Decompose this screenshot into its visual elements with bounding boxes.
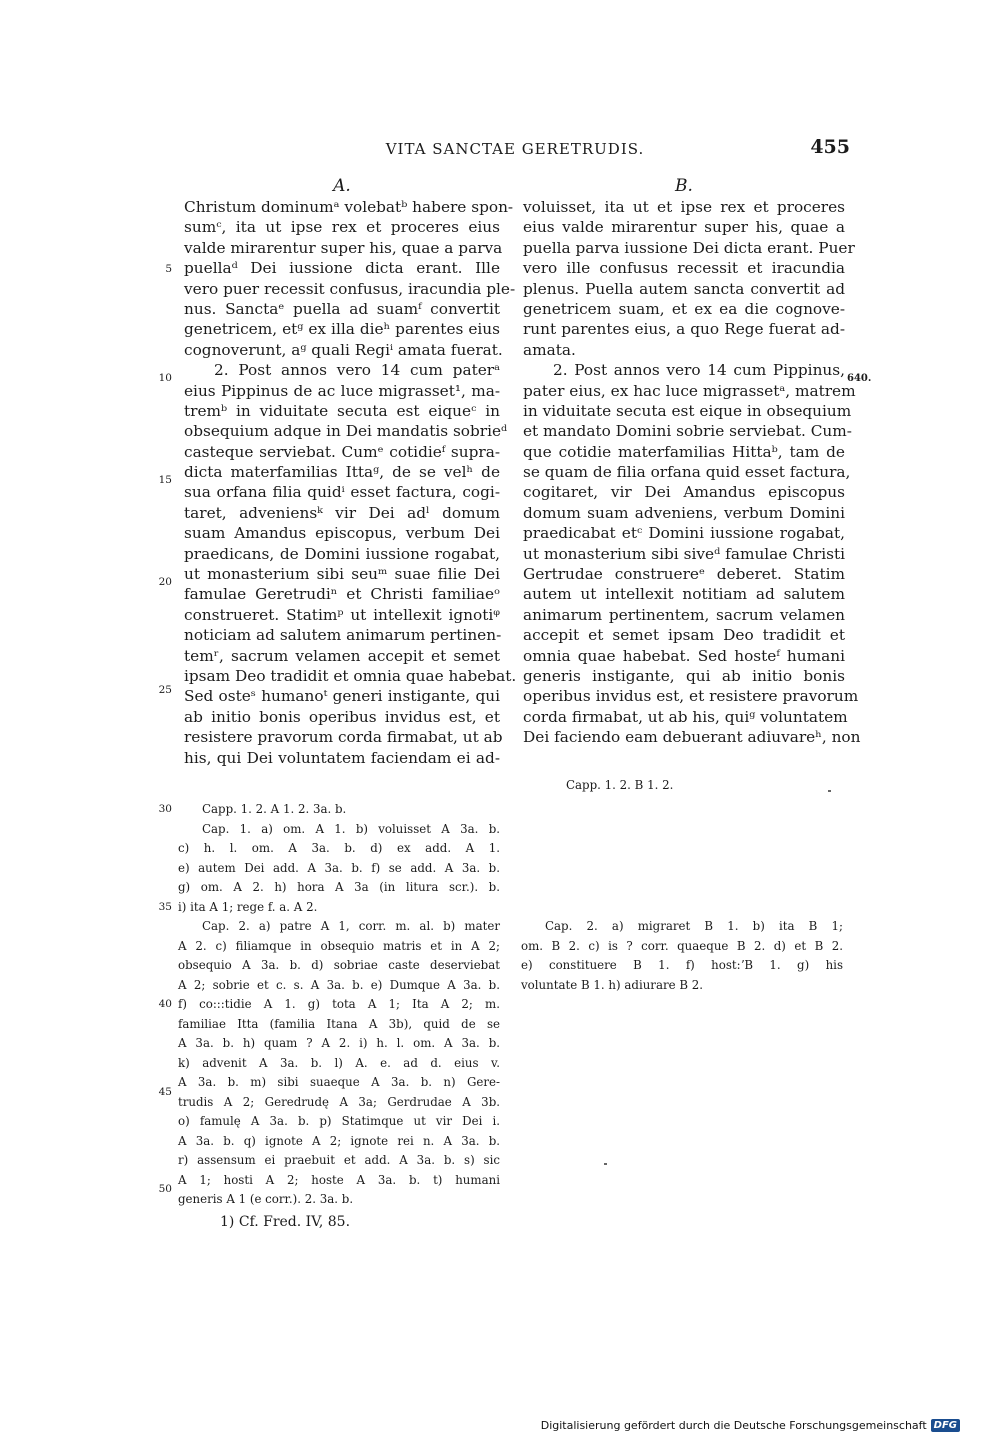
- text-line: f) co:::tidie A 1. g) tota A 1; Ita A 2; m.: [178, 997, 500, 1011]
- text-line: ipsam Deo tradidit et omnia quae habebat.: [184, 666, 517, 685]
- apparatus-b: [521, 917, 843, 995]
- text-line: his, qui Dei voluntatem faciendam ei ad-: [184, 748, 500, 767]
- text-line: 2. Post annos vero 14 cum Pippinus,: [553, 361, 845, 380]
- text-line: genetricem, etᵍ ex illa dieʰ parentes eius: [184, 320, 500, 339]
- text-line: obsequio A 3a. b. d) sobriae caste deserviebat: [178, 958, 500, 972]
- text-line: e) autem Dei add. A 3a. b. f) se add. A 3a. b.: [178, 860, 500, 875]
- text-line: A 3a. b. m) sibi suaeque A 3a. b. n) Gere-: [178, 1075, 500, 1089]
- text-line: famulae Geretrudiⁿ et Christi familiaeᵒ: [184, 585, 500, 604]
- text-line: suam Amandus episcopus, verbum Dei: [184, 524, 500, 543]
- text-line: vero puer recessit confusus, iracundia ple-: [184, 279, 516, 298]
- text-line: se quam de filia orfana quid esset factura,: [523, 463, 851, 482]
- text-line: casteque serviebat. Cumᵉ cotidieᶠ supra-: [184, 442, 500, 461]
- text-line: eius valde mirarentur super his, quae a: [523, 218, 845, 237]
- text-line: operibus invidus est, et resistere pravorum: [523, 687, 859, 706]
- text-line: et mandato Domini sobrie serviebat. Cum-: [523, 422, 852, 441]
- text-line: A 3a. b. q) ignote A 2; ignote rei n. A 3a. b.: [178, 1133, 500, 1148]
- text-line: construeret. Statimᵖ ut intellexit ignotiᵠ: [184, 605, 500, 624]
- running-title: VITA SANCTAE GERETRUDIS.: [385, 140, 645, 158]
- text-line: taret, adveniensᵏ vir Dei adˡ domum: [184, 503, 500, 522]
- text-line: Sed osteˢ humanoᵗ generi instigante, qui: [184, 687, 500, 706]
- text-line: noticiam ad salutem animarum pertinen-: [184, 626, 502, 645]
- text-line: trudis A 2; Geredrudę A 3a; Gerdrudae A 3b.: [178, 1094, 500, 1109]
- text-line: omnia quae habebat. Sed hosteᶠ humani: [523, 646, 845, 665]
- text-line: cogitaret, vir Dei Amandus episcopus: [523, 483, 845, 502]
- text-line: voluisset, ita ut et ipse rex et proceres: [523, 198, 845, 216]
- text-line: generis A 1 (e corr.). 2. 3a. b.: [178, 1192, 354, 1206]
- text-line: r) assensum ei praebuit et add. A 3a. b. s) sic: [178, 1153, 500, 1167]
- text-line: autem ut intellexit notitiam ad salutem: [523, 585, 845, 604]
- text-line: Cap. 2. a) migraret B 1. b) ita B 1;: [545, 919, 843, 933]
- text-line: Christum dominumᵃ volebatᵇ habere spon-: [184, 198, 514, 216]
- text-line: domum suam adveniens, verbum Domini: [523, 503, 845, 522]
- text-line: 2. Post annos vero 14 cum paterᵃ: [214, 361, 500, 380]
- text-line: plenus. Puella autem sancta convertit ad: [523, 279, 845, 298]
- text-line: generis instigante, qui ab initio bonis: [523, 666, 845, 685]
- text-line: Gertrudae construereᵉ deberet. Statim: [523, 565, 845, 584]
- text-line: ut monasterium sibi seuᵐ suae filie Dei: [184, 565, 500, 584]
- text-line: puellaᵈ Dei iussione dicta erant. Ille: [184, 259, 500, 278]
- margin-note: 640.: [847, 373, 872, 384]
- text-line: accepit et semet ipsam Deo tradidit et: [523, 626, 845, 645]
- text-line: tremᵇ in viduitate secuta est eiqueᶜ in: [184, 401, 500, 420]
- text-line: puella parva iussione Dei dicta erant. Puer: [523, 238, 855, 257]
- scan-speck: [604, 1163, 607, 1165]
- text-line: A 2; sobrie et c. s. A 3a. b. e) Dumque A 3a. b.: [178, 977, 500, 992]
- text-line: cognoverunt, aᵍ quali Regiⁱ amata fuerat.: [184, 340, 503, 359]
- text-line: voluntate B 1. h) adiurare B 2.: [521, 977, 704, 992]
- text-line: dicta materfamilias Ittaᵍ, de se velʰ de: [184, 463, 500, 482]
- text-line: sua orfana filia quidⁱ esset factura, cogi-: [184, 483, 500, 502]
- dfg-logo: DFG: [931, 1419, 960, 1432]
- apparatus-b-heading: Capp. 1. 2. B 1. 2.: [566, 778, 674, 792]
- text-line: ab initio bonis operibus invidus est, et: [184, 707, 500, 726]
- line-number: 35: [158, 901, 172, 913]
- text-line: vero ille confusus recessit et iracundia: [523, 259, 845, 278]
- line-number: 50: [158, 1183, 172, 1195]
- text-line: familiae Itta (familia Itana A 3b), quid de se: [178, 1016, 500, 1031]
- scan-speck: [828, 790, 831, 792]
- text-line: Cap. 2. a) patre A 1, corr. m. al. b) mater: [202, 919, 500, 933]
- line-number: 25: [158, 684, 172, 696]
- text-line: resistere pravorum corda firmabat, ut ab: [184, 728, 503, 747]
- text-line: corda firmabat, ut ab his, quiᵍ voluntatem: [523, 707, 848, 726]
- text-line: Dei faciendo eam debuerant adiuvareʰ, non: [523, 728, 861, 747]
- line-number: 45: [158, 1086, 172, 1098]
- text-line: A 2. c) filiamque in obsequio matris et in A 2;: [178, 938, 500, 953]
- line-number: 15: [158, 474, 172, 486]
- text-line: temʳ, sacrum velamen accepit et semet: [184, 646, 500, 665]
- text-line: sumᶜ, ita ut ipse rex et proceres eius: [184, 218, 500, 237]
- text-line: A 3a. b. h) quam ? A 2. i) h. l. om. A 3a. b.: [178, 1036, 500, 1050]
- text-line: ut monasterium sibi siveᵈ famulae Christi: [523, 544, 845, 563]
- column-b-heading: B.: [675, 176, 693, 196]
- text-line: genetricem suam, et ex ea die cognove-: [523, 299, 845, 318]
- text-line: praedicabat etᶜ Domini iussione rogabat,: [523, 524, 845, 543]
- text-line: que cotidie materfamilias Hittaᵇ, tam de: [523, 442, 845, 461]
- digitization-text: Digitalisierung gefördert durch die Deutsche Forschungsgemeinschaft: [540, 1419, 927, 1432]
- page-number: 455: [810, 136, 850, 158]
- text-line: e) constituere B 1. f) host:ʼB 1. g) his: [521, 958, 843, 972]
- text-line: Cap. 1. a) om. A 1. b) voluisset A 3a. b.: [202, 821, 500, 836]
- line-number: 20: [158, 576, 172, 588]
- text-line: o) famulę A 3a. b. p) Statimque ut vir Dei i.: [178, 1114, 500, 1128]
- digitization-credit: [541, 1419, 960, 1432]
- text-line: praedicans, de Domini iussione rogabat,: [184, 544, 500, 563]
- text-line: om. B 2. c) is ? corr. quaeque B 2. d) et B 2.: [521, 938, 843, 953]
- column-a-text: [184, 197, 517, 768]
- line-number: 5: [165, 263, 172, 275]
- text-line: valde mirarentur super his, quae a parva: [184, 238, 503, 257]
- text-line: obsequium adque in Dei mandatis sobrieᵈ: [184, 422, 508, 441]
- text-line: amata.: [523, 340, 576, 359]
- text-line: i) ita A 1; rege f. a. A 2.: [178, 899, 318, 914]
- text-line: pater eius, ex hac luce migrassetᵃ, matrem: [523, 381, 856, 400]
- footnote: 1) Cf. Fred. IV, 85.: [220, 1214, 351, 1230]
- text-line: Capp. 1. 2. A 1. 2. 3a. b.: [202, 802, 347, 816]
- text-line: g) om. A 2. h) hora A 3a (in litura scr.). b.: [178, 880, 500, 894]
- text-line: k) advenit A 3a. b. l) A. e. ad d. eius v.: [178, 1055, 500, 1070]
- line-number: 30: [158, 803, 172, 815]
- text-line: nus. Sanctaᵉ puella ad suamᶠ convertit: [184, 299, 500, 318]
- text-line: A 1; hosti A 2; hoste A 3a. b. t) humani: [178, 1172, 500, 1187]
- text-line: c) h. l. om. A 3a. b. d) ex add. A 1.: [178, 841, 500, 855]
- text-line: in viduitate secuta est eique in obsequium: [523, 401, 852, 420]
- text-line: animarum pertinentem, sacrum velamen: [523, 605, 845, 624]
- text-line: eius Pippinus de ac luce migrasset¹, ma-: [184, 381, 500, 400]
- text-line: runt parentes eius, a quo Rege fuerat ad-: [523, 320, 845, 339]
- line-number: 10: [158, 372, 172, 384]
- column-a-heading: A.: [333, 176, 351, 196]
- line-number: 40: [158, 998, 172, 1010]
- apparatus-a: [178, 800, 500, 1210]
